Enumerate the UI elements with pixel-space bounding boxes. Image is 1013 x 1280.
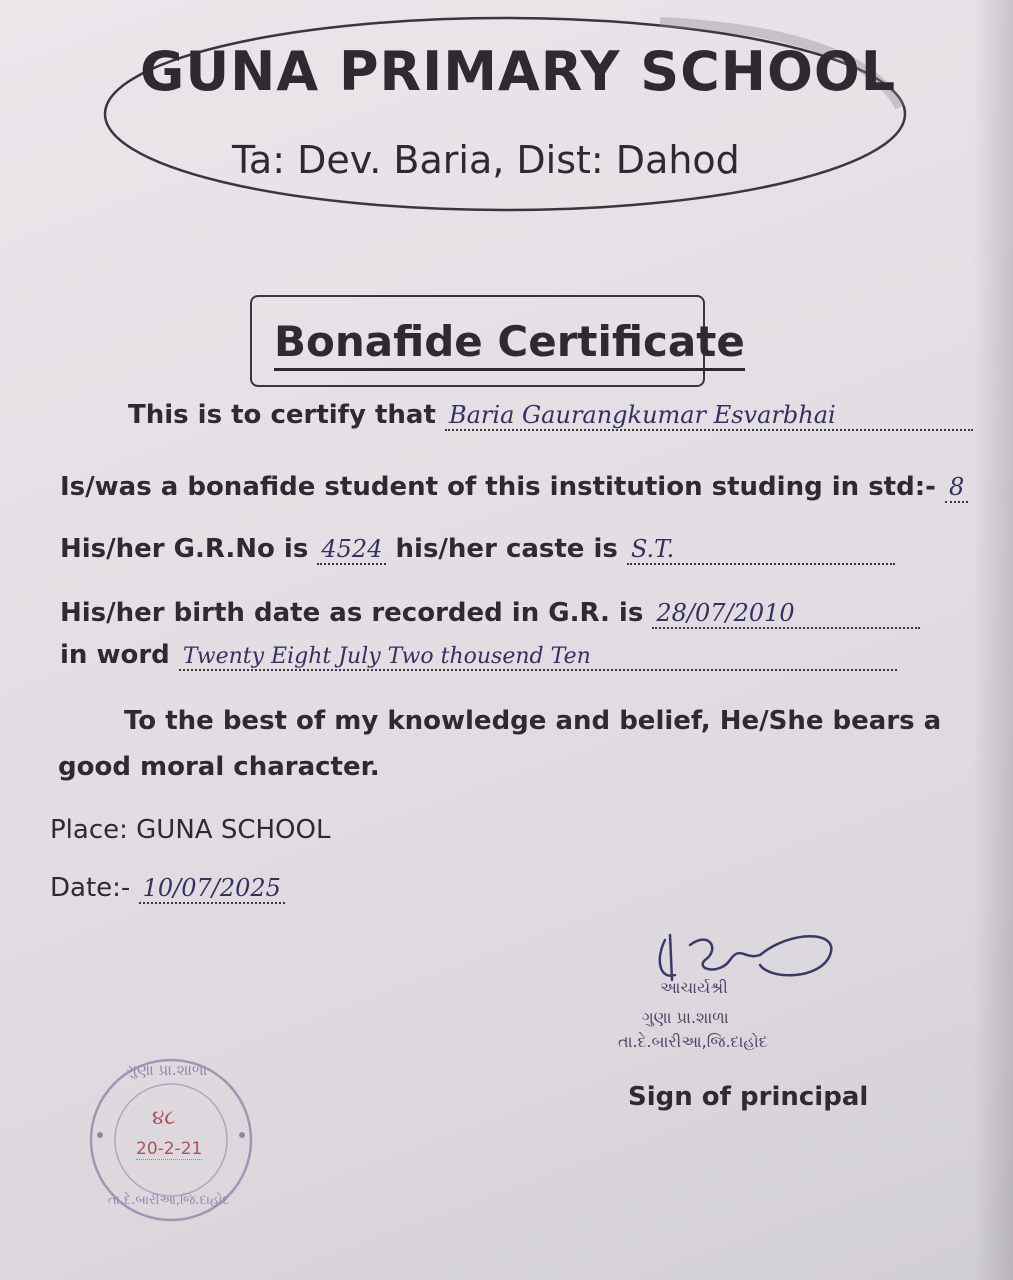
stamp-date: 20-2-21 (136, 1139, 203, 1159)
principal-stamp-line3: તા.દે.બારીઆ,જિ.દાહોદ (618, 1032, 768, 1051)
principal-stamp-line1: આચાર્યશ્રી (660, 978, 728, 997)
birth-words-line (60, 640, 897, 671)
principal-stamp-line2: ગુણા પ્રા.શાળા (642, 1008, 729, 1027)
certificate-title: Bonafide Certificate (274, 316, 745, 371)
stamp-number: ૪૮ (152, 1105, 176, 1129)
stamp-top-text: ગુણા પ્રા.શાળા (126, 1061, 208, 1079)
caste-field: S.T. (627, 535, 895, 565)
birth-date-field: 28/07/2010 (652, 599, 920, 629)
school-name: GUNA PRIMARY SCHOOL (140, 40, 897, 103)
date-prefix: Date:- (50, 873, 131, 903)
certify-line (128, 400, 973, 431)
paper-edge-shadow (973, 0, 1013, 1280)
place-line: Place: GUNA SCHOOL (50, 815, 331, 845)
student-line (60, 472, 968, 503)
gr-number-field: 4524 (317, 535, 386, 565)
character-line-1: To the best of my knowledge and belief, He/She bears a (124, 706, 942, 736)
birth-line (60, 598, 920, 629)
stamp-bottom-text: તા.દે.બારીઆ,જિ.દાહોદ (108, 1193, 230, 1208)
birth-prefix: His/her birth date as recorded in G.R. is (60, 598, 644, 628)
student-name-field: Baria Gaurangkumar Esvarbhai (445, 401, 973, 431)
std-field: 8 (945, 473, 968, 503)
gr-line (60, 534, 895, 565)
school-location: Ta: Dev. Baria, Dist: Dahod (232, 138, 740, 182)
character-line-2: good moral character. (58, 752, 380, 782)
caste-prefix: his/her caste is (395, 534, 618, 564)
certify-prefix: This is to certify that (128, 400, 436, 430)
date-field: 10/07/2025 (139, 874, 285, 904)
birth-words-field: Twenty Eight July Two thousend Ten (179, 644, 897, 671)
round-school-stamp (86, 1055, 256, 1225)
sign-caption: Sign of principal (628, 1082, 869, 1112)
date-line (50, 873, 285, 904)
gr-prefix: His/her G.R.No is (60, 534, 309, 564)
principal-signature-stamp (610, 920, 830, 1060)
words-prefix: in word (60, 640, 170, 670)
student-line-prefix: Is/was a bonafide student of this institution studing in std:- (60, 472, 936, 502)
